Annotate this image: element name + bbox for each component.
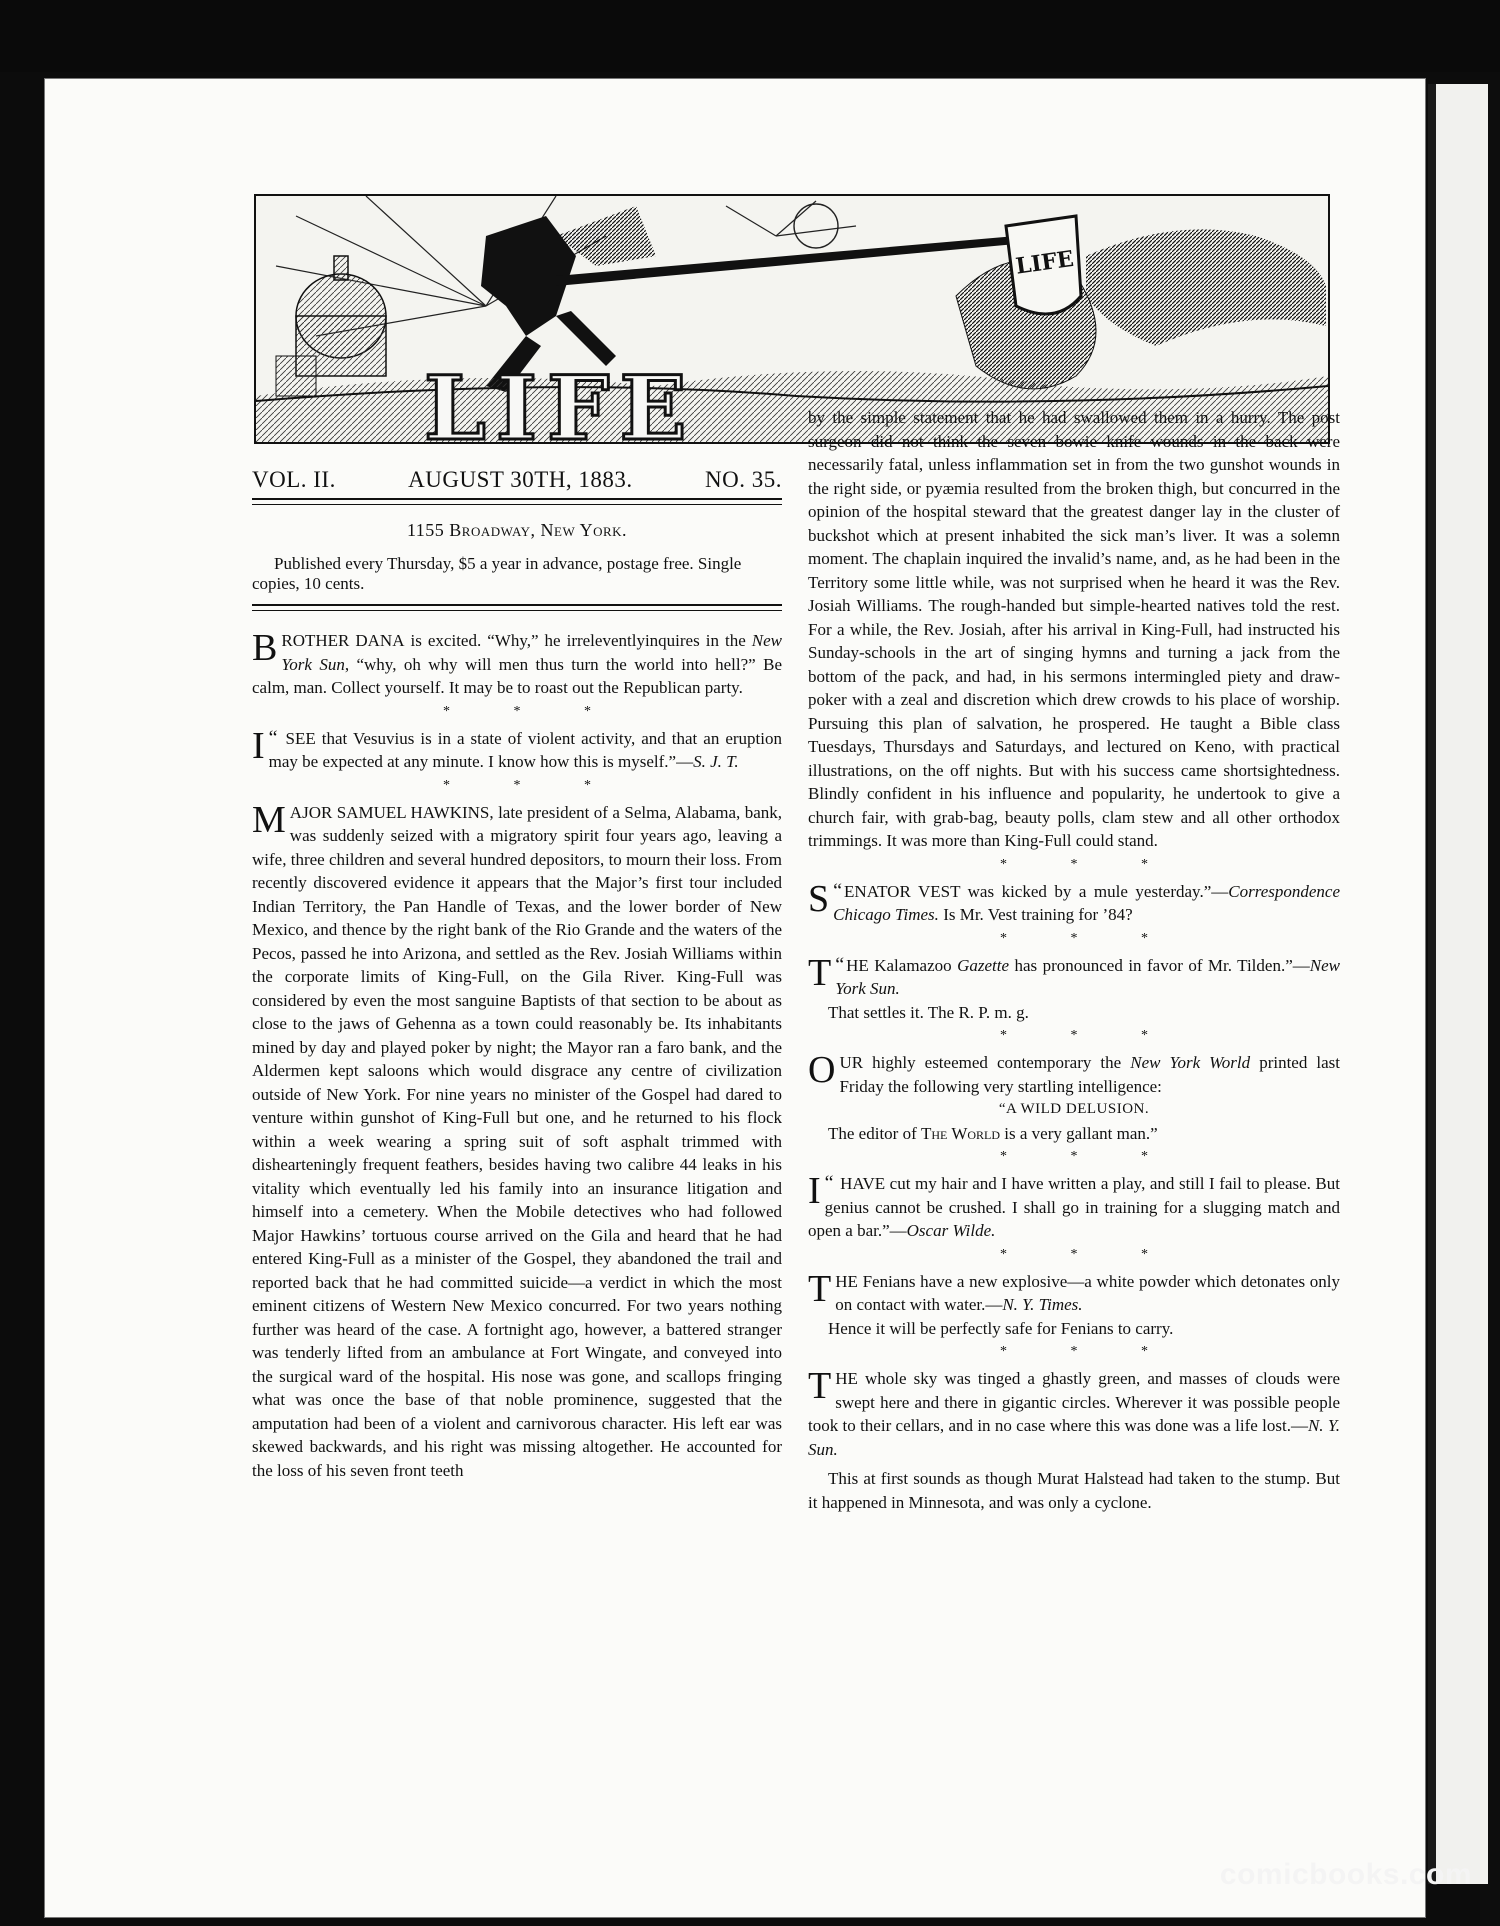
- item-kalamazoo: “ T HE Kalamazoo Gazette has pronounced in favor of Mr. Tilden.”—New York Sun.: [808, 951, 1340, 998]
- issue-number: NO. 35.: [705, 467, 782, 492]
- item-sky-followup: This at first sounds as though Murat Halstead had taken to the stump. But it happened in Minnesota, and was only a cyclone.: [808, 1469, 1340, 1512]
- issue-date: AUGUST 30TH, 1883.: [408, 467, 633, 492]
- source: Oscar Wilde.: [906, 1221, 996, 1240]
- item-vest: “ S ENATOR VEST was kicked by a mule yesterday.”—Correspondence Chicago Times. Is Mr. Vest training for ’84?: [808, 877, 1340, 924]
- item-wilde: “ I HAVE cut my hair and I have written a play, and still I fail to please. But genius cannot be crushed. I shall go in training for a slugging match and open a bar.”—Oscar Wilde.: [808, 1170, 1340, 1240]
- item-dana: BROTHER DANA is excited. “Why,” he irreleventlyinquires in the New York Sun, “why, oh why will men thus turn the world into hell?” Be calm, man. Collect yourself. It may be to roast out the Republican party.: [252, 627, 782, 697]
- item-sky: THE whole sky was tinged a ghastly green, and masses of clouds were swept here and there in gigantic circles. Wherever it was possible people took to their cellars, and in no case where this was done was a life lost.—N. Y. Sun.: [808, 1365, 1340, 1459]
- watermark: comicbooks.com: [1219, 1858, 1472, 1891]
- rule: [252, 504, 782, 505]
- item-world-quote: The editor of The World is a very gallant man.”: [828, 1123, 1158, 1143]
- rule: [252, 610, 782, 611]
- drop-cap: T: [808, 1267, 832, 1310]
- separator: * * *: [1000, 1028, 1178, 1043]
- volume-number: VOL. II.: [252, 467, 336, 492]
- separator: * * *: [443, 703, 621, 719]
- facing-page-edge: [1428, 84, 1488, 1884]
- masthead-title: LIFE: [424, 356, 697, 444]
- drop-cap: O: [808, 1049, 836, 1091]
- issue-line: [252, 468, 782, 500]
- source: N. Y. Times.: [1002, 1295, 1083, 1314]
- right-column: [808, 406, 1340, 1514]
- left-column: [252, 468, 782, 1482]
- quoted-headline: “A WILD DELUSION.: [998, 1101, 1150, 1117]
- source: N. Y. Sun.: [808, 1416, 1340, 1459]
- drop-cap: M: [252, 798, 286, 841]
- separator: * * *: [443, 777, 621, 793]
- item-kalamazoo-followup: That settles it. The R. P. m. g.: [828, 1002, 1029, 1022]
- item-fenians: THE Fenians have a new explosive—a white powder which detonates only on contact with water.—N. Y. Times.: [808, 1267, 1340, 1314]
- item-hawkins: MAJOR SAMUEL HAWKINS, late president of a Selma, Alabama, bank, was suddenly seized with a migratory spirit four years ago, leaving a wife, three children and several hundred depositors, to mourn their loss. From recently discovered evidence it appears that the Major’s first tour included Indian Territory, the Pan Handle of Texas, and the lower border of New Mexico, and thence by the right bank of the Rio Grande and the waters of the Pecos, passed he into Arizona, and settled as the Rev. Josiah Williams within the corporate limits of King-Full, on the Gila River. King-Full was considered by even the most sanguine Baptists of that section to be about as close to the jaws of Gehenna as a town could reasonably be. Its inhabitants mined by day and played poker by night; the Mayor ran a faro bank, and the Aldermen kept saloons which would disgrace any centre of civilization outside of New York. For nine years no minister of the Gospel had dared to venture within gunshot of King-Full but one, and he returned to his flock within a week wearing a spring suit of soft asphalt trimmed with dishearteningly frequent feathers, besides having two calibre 44 leaks in his vitality which eventually led his family into an insurance litigation and himself into a cemetery. When the Mobile detectives who had followed Major Hawkins’ tortuous course arrived on the Gila and heard that he had entered King-Full as a minister of the Gospel, they abandoned the trail and reported back that he had committed suicide—a verdict in which the most eminent citizens of Western New Mexico concurred. For two years nothing further was heard of the case. A fortnight ago, however, a battered stranger was tenderly lifted from an ambulance at Fort Wingate, and conveyed into the surgical ward of the hospital. His nose was gone, and scallops fringing what was once the base of that noble prominence, suggested that the amputation had been of a violent and carnivorous character. His left ear was skewed backwards, and his right was missing altogether. He accounted for the loss of his seven front teeth: [252, 798, 782, 1480]
- separator: * * *: [1000, 930, 1178, 946]
- drop-cap: I: [252, 724, 265, 767]
- drop-cap: T: [808, 1365, 832, 1407]
- item-vesuvius: “ I SEE that Vesuvius is in a state of violent activity, and that an eruption may be expected at any minute. I know how this is myself.”—S. J. T.: [252, 724, 782, 771]
- publication-note: Published every Thursday, $5 a year in advance, postage free. Single copies, 10 cents.: [252, 554, 782, 606]
- shield-label: LIFE: [1014, 245, 1076, 280]
- drop-cap: B: [252, 627, 278, 669]
- drop-cap: I: [808, 1170, 821, 1212]
- item-fenians-followup: Hence it will be perfectly safe for Fenians to carry.: [828, 1318, 1174, 1338]
- source: Correspondence Chicago Times.: [833, 881, 1340, 924]
- publisher-address: 1155 Broadway, New York.: [406, 519, 628, 540]
- item-world: OUR highly esteemed contemporary the New York World printed last Friday the following very startling intelligence:: [808, 1049, 1341, 1096]
- source: New York Sun: [281, 631, 782, 674]
- drop-cap: S: [808, 877, 830, 920]
- separator: * * *: [1000, 1344, 1178, 1359]
- separator: * * *: [1000, 1149, 1178, 1164]
- drop-cap: T: [808, 951, 832, 994]
- item-hawkins-continued: by the simple statement that he had swallowed them in a hurry. The post surgeon did not think the seven bowie knife wounds in the back were necessarily fatal, unless inflammation set in from the two gunshot wounds in the right side, or pyæmia resulted from the broken thigh, but concurred in the opinion of the hospital steward that the greatest danger lay in the cluster of buckshot which at present inhabited the sick man’s liver. It was a solemn moment. The chaplain inquired the invalid’s name, and, as he had been in the Territory some little while, was not surprised when he heard it was the Rev. Josiah Williams. The rough-handed but simple-hearted natives told the rest. For a while, the Rev. Josiah, after his arrival in King-Full, had instructed his Sunday-schools in the art of singing hymns and turning a jack from the bottom of the pack, and had, in his sermons intermingled piety and draw-poker with a zeal and discretion which drew crowds to his place of worship. Pursuing this plan of salvation, he prospered. He taught a Bible class Tuesdays, Thursdays and Saturdays, and lectured on Keno, with practical illustrations, on the off nights. But with his success came shortsightedness. Blindly confident in his influence and popularity, he undertook to give a church fair, with grab-bag, beauty polls, clam stew and all other orthodox trimmings. It was more than King-Full could stand.: [808, 408, 1340, 850]
- source: New York Sun.: [835, 955, 1340, 998]
- separator: * * *: [1000, 1246, 1178, 1262]
- source: New York World: [1130, 1053, 1251, 1072]
- separator: * * *: [1000, 856, 1178, 872]
- source: S. J. T.: [693, 752, 739, 771]
- scan-border-top: [0, 0, 1500, 72]
